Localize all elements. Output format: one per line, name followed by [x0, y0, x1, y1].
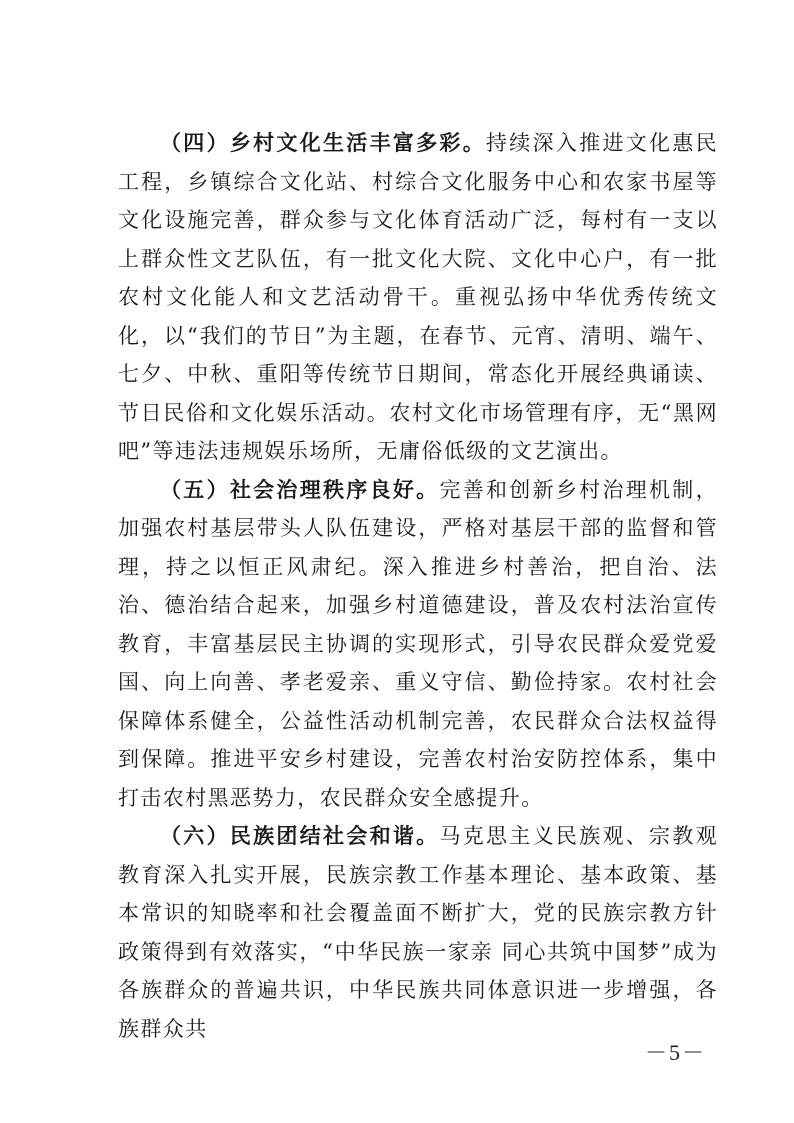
paragraph-text-culture: 持续深入推进文化惠民工程，乡镇综合文化站、村综合文化服务中心和农家书屋等文化设施完善，群众参与文化体育活动广泛，每村有一支以上群众性文艺队伍，有一批文化大院、文化中心户，有一批农村文化能人和文艺活动骨干。重视弘扬中华优秀传统文化，以“我们的节日”为主题，在春节、元宵、清明、端午、七夕、中秋、重阳等传统节日期间，常态化开展经典诵读、节日民俗和文化娱乐活动。农村文化市场管理有序，无“黑网吧”等违法违规娱乐场所，无庸俗低级的文艺演出。 [118, 131, 718, 463]
section-heading-unity: （六）民族团结社会和谐。 [160, 824, 440, 848]
paragraph-unity [118, 817, 718, 1048]
section-heading-governance: （五）社会治理秩序良好。 [160, 477, 440, 502]
paragraph-text-governance: 完善和创新乡村治理机制，加强农村基层带头人队伍建设，严格对基层干部的监督和管理，持之以恒正风肃纪。深入推进乡村善治，把自治、法治、德治结合起来，加强乡村道德建设，普及农村法治宣传教育，丰富基层民主协调的实现形式，引导农民群众爱党爱国、向上向善、孝老爱亲、重义守信、勤俭持家。农村社会保障体系健全，公益性活动机制完善，农民群众合法权益得到保障。推进平安乡村建设，完善农村治安防控体系，集中打击农村黑恶势力，农民群众安全感提升。 [118, 477, 718, 810]
paragraph-culture [118, 124, 718, 471]
page-number: －5－ [644, 1040, 706, 1065]
paragraph-governance [118, 471, 718, 818]
document-body [118, 124, 718, 1048]
paragraph-text-unity: 马克思主义民族观、宗教观教育深入扎实开展，民族宗教工作基本理论、基本政策、基本常识的知晓率和社会覆盖面不断扩大，党的民族宗教方针政策得到有效落实，“中华民族一家亲 同心共筑中国梦”成为各族群众的普遍共识，中华民族共同体意识进一步增强，各族群众共 [118, 824, 718, 1041]
section-heading-culture: （四）乡村文化生活丰富多彩。 [160, 131, 487, 155]
